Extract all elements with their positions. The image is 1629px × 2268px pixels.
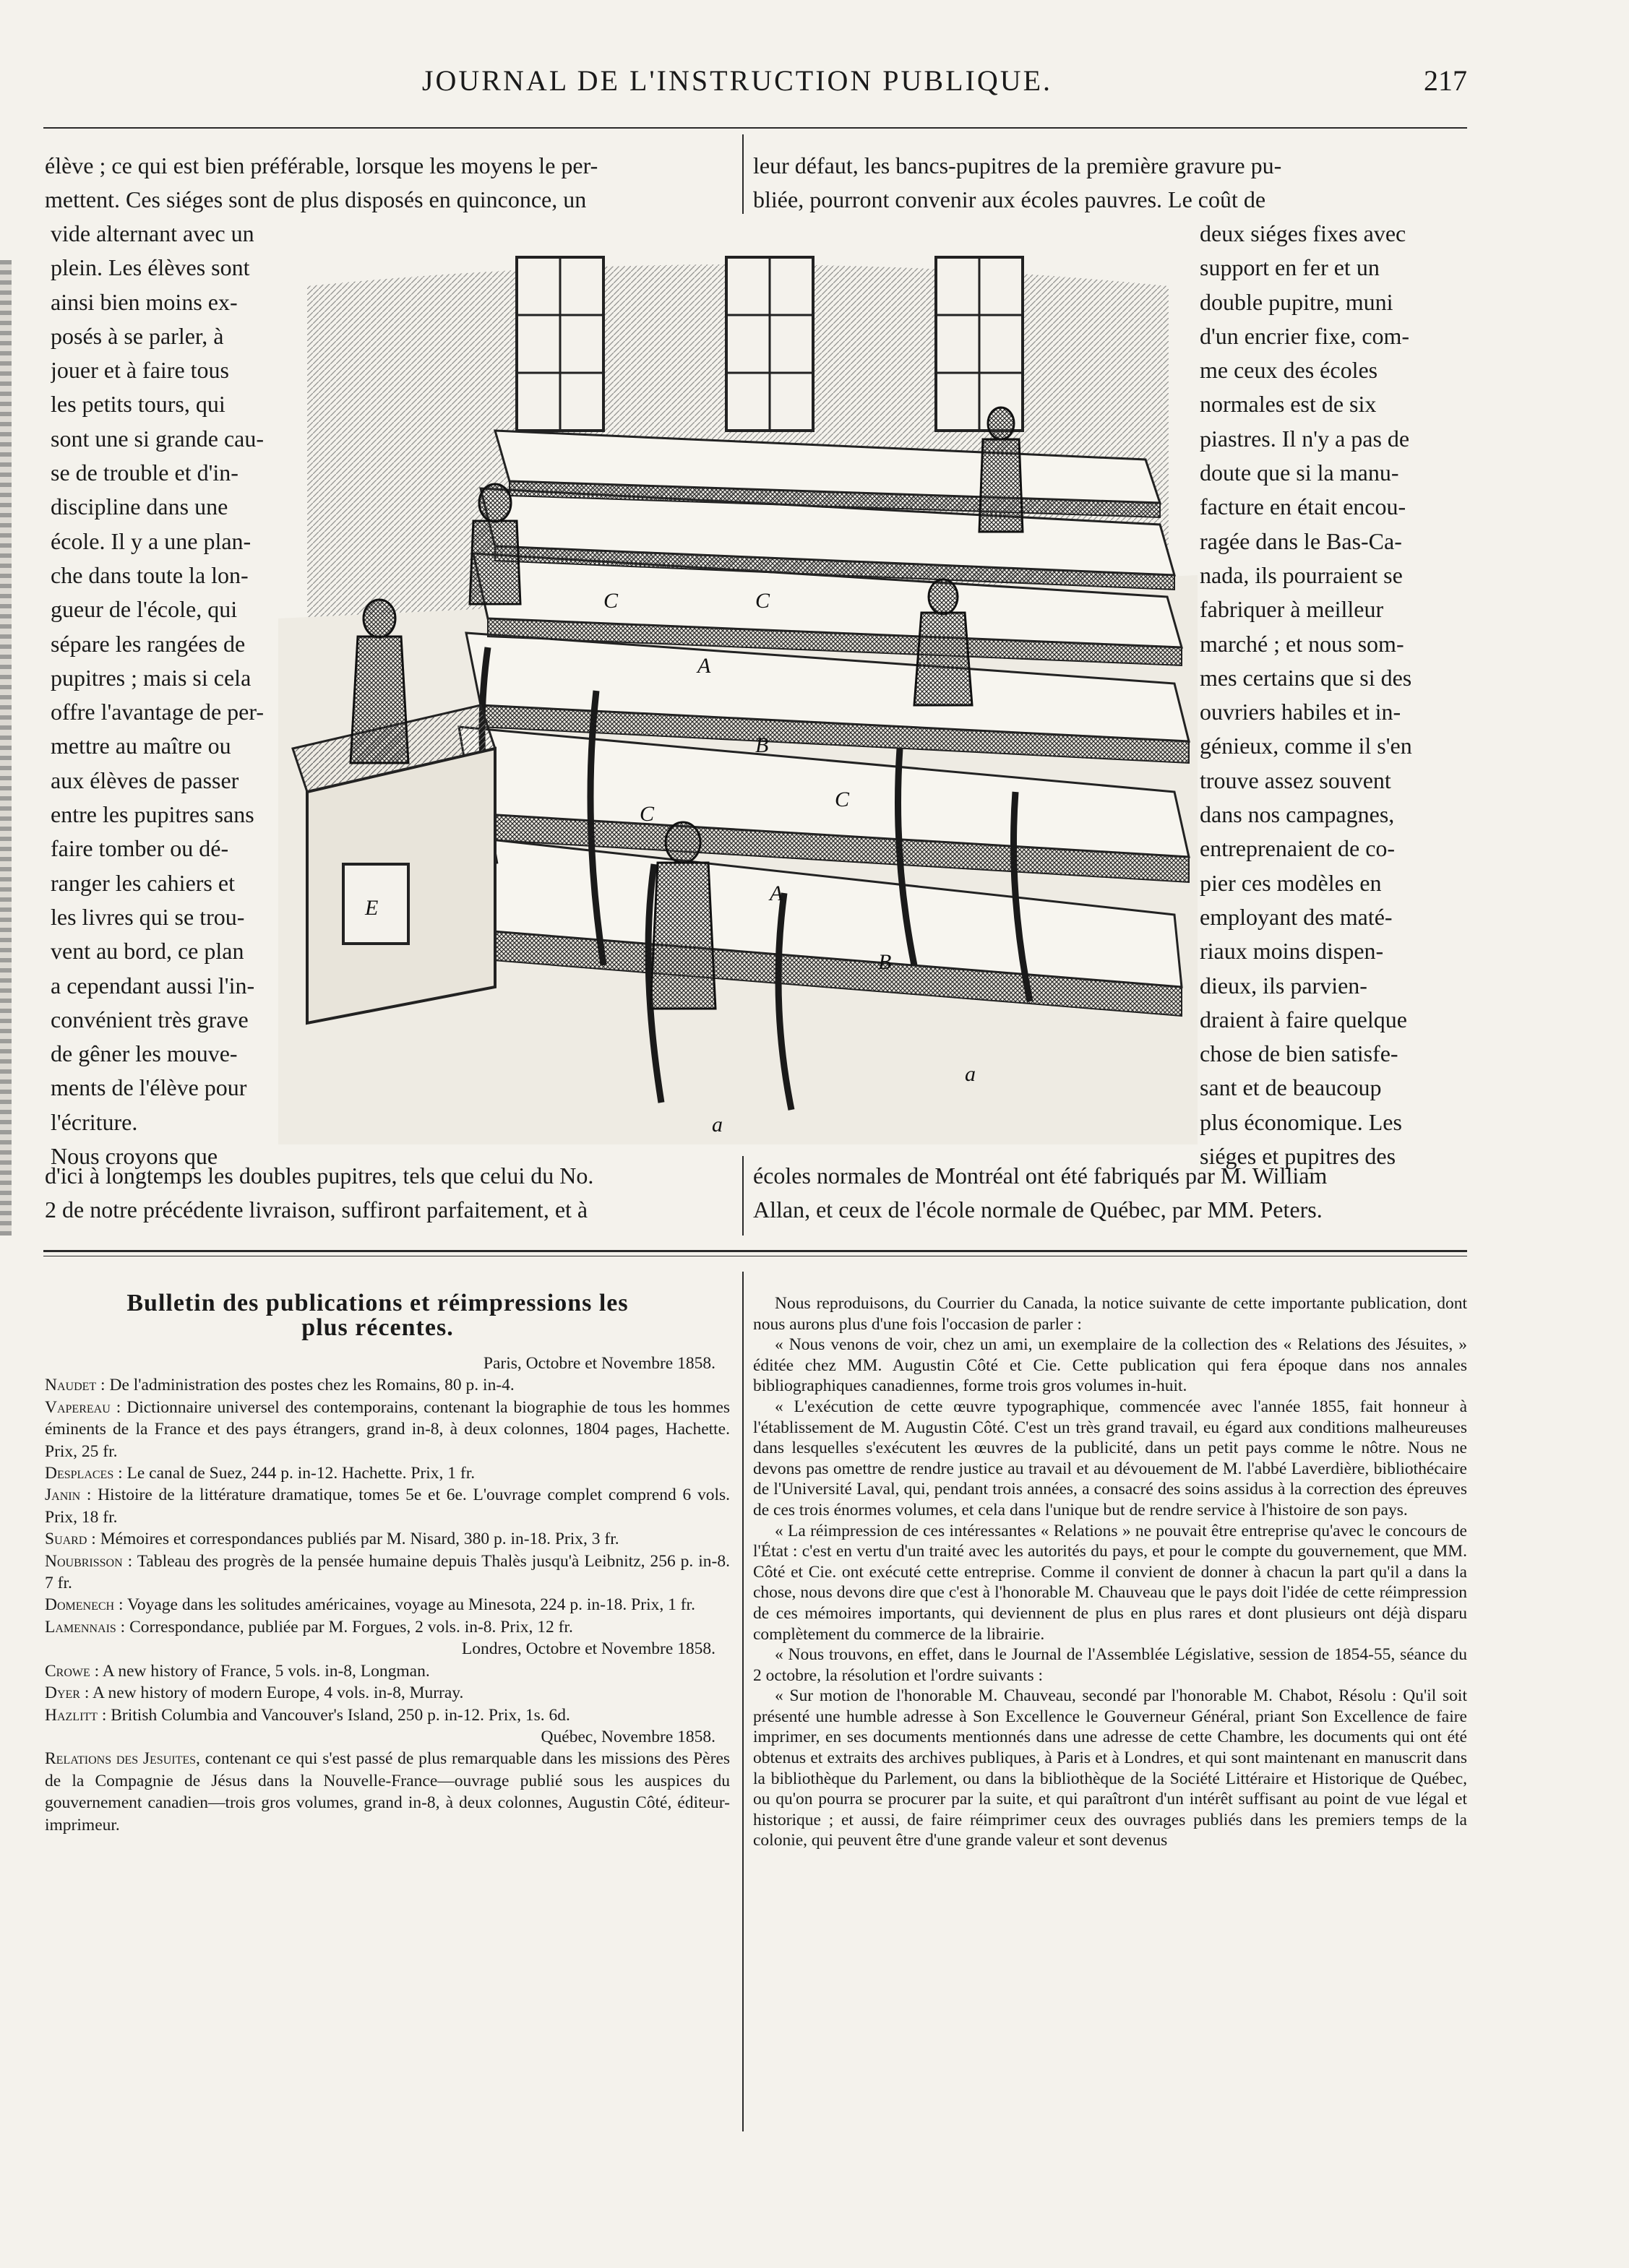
desk-label-c: C [755, 589, 770, 613]
bulletin-entry [45, 1397, 730, 1462]
desk-label-c: C [835, 788, 850, 811]
article-line: sont une si grande cau- [51, 425, 265, 452]
article-line: siéges et pupitres des [1200, 1143, 1396, 1170]
article-line: support en fer et un [1200, 254, 1380, 281]
article-line: se de trouble et d'in- [51, 460, 238, 486]
bulletin-entry [45, 1462, 730, 1484]
article-line: chose de bien satisfe- [1200, 1040, 1398, 1067]
desk-label-b: B [755, 733, 769, 757]
article-line: mettre au maître ou [51, 733, 231, 759]
bulletin-entry [45, 1551, 730, 1595]
article-line: plein. Les élèves sont [51, 254, 250, 281]
article-line: entreprenaient de co- [1200, 835, 1396, 862]
article-line: entre les pupitres sans [51, 801, 254, 828]
article-line: école. Il y a une plan- [51, 527, 252, 554]
entry-author: Lamennais : [45, 1617, 126, 1637]
entry-text: Voyage dans les solitudes américaines, voyage au Minesota, 224 p. in-18. Prix, 1 fr. [126, 1595, 695, 1615]
entry-author: Hazlitt : [45, 1705, 107, 1725]
article-line: ouvriers habiles et in- [1200, 699, 1401, 725]
entry-author: Crowe : [45, 1661, 100, 1681]
article-bottom-left [45, 1159, 730, 1228]
bulletin-title [40, 1291, 715, 1340]
article-line: bliée, pourront convenir aux écoles pauvres. Le coût de [753, 186, 1266, 213]
article-line: Allan, et ceux de l'école normale de Québec, par MM. Peters. [753, 1196, 1323, 1223]
article-line: ainsi bien moins ex- [51, 288, 238, 315]
column-rule-top [742, 134, 744, 214]
entry-text: Correspondance, publiée par M. Forgues, 2 vols. in-8. Prix, 12 fr. [129, 1617, 573, 1637]
article-line: marché ; et nous som- [1200, 630, 1404, 657]
article-line: ragée dans le Bas-Ca- [1200, 527, 1402, 554]
article-line: che dans toute la lon- [51, 561, 249, 588]
entry-author: Desplaces : [45, 1464, 123, 1483]
article-line: trouve assez souvent [1200, 767, 1391, 793]
article-line: vide alternant avec un [51, 220, 254, 246]
dateline: Québec, Novembre 1858. [541, 1727, 715, 1746]
notice-paragraph: « L'exécution de cette œuvre typographique, commencée avec l'année 1855, fait honneur à l'établissement de M. Augustin Côté. C'est un très grand travail, eu égard aux conditions malheureuses dans lesquelles s'exécutent les œuvres de la publicité, dans un petit pays comme le nôtre. Nous ne devons pas omettre de rendre justice au travail et au dévouement de M. l'abbé Laverdière, bibliothécaire de l'Université Laval, qui, pendant trois années, a consacré des soins assidus à la correction des épreuves de ces trois énormes volumes, et cela dans l'unique but de rendre service à l'histoire de son pays. [753, 1397, 1467, 1519]
classroom-engraving [278, 243, 1198, 1144]
dateline: Paris, Octobre et Novembre 1858. [483, 1354, 715, 1373]
desk-label-a-small: a [712, 1113, 723, 1137]
desk-label-c: C [640, 802, 655, 826]
desk-label-b: B [878, 950, 892, 974]
article-line: les livres qui se trou- [51, 903, 245, 930]
entry-author: Suard : [45, 1530, 96, 1549]
article-line: pier ces modèles en [1200, 869, 1382, 896]
article-line: plus économique. Les [1200, 1108, 1402, 1135]
bulletin-entry [45, 1660, 730, 1682]
article-line: sépare les rangées de [51, 630, 246, 657]
article-line: l'écriture. [51, 1108, 138, 1135]
article-column-left [51, 217, 275, 1173]
article-line: leur défaut, les bancs-pupitres de la première gravure pu- [753, 152, 1282, 178]
entry-author: Vapereau : [45, 1397, 121, 1417]
column-rule-bottom-article [742, 1156, 744, 1236]
bulletin-entry [45, 1484, 730, 1528]
desk-label-a: A [697, 654, 711, 678]
article-top-left [45, 149, 730, 217]
article-line: génieux, comme il s'en [1200, 733, 1412, 759]
article-line: mes certains que si des [1200, 664, 1412, 691]
bulletin-entry [45, 1528, 730, 1550]
entry-text: Mémoires et correspondances publiés par M. Nisard, 380 p. in-18. Prix, 3 fr. [100, 1530, 619, 1549]
desk-label-c: C [603, 589, 619, 613]
article-line: fabriquer à meilleur [1200, 596, 1384, 623]
bulletin-entry [45, 1748, 730, 1836]
notice-column [753, 1293, 1467, 1851]
entry-text: contenant ce qui s'est passé de plus remarquable dans les missions des Pères de la Compagnie de Jésus dans la Nouvelle-France—ouvrage publié sous les auspices du gouvernement canadien—trois gros volumes, grand in-8, à deux colonnes, Augustin Côté, éditeur-imprimeur. [45, 1749, 731, 1834]
article-line: les petits tours, qui [51, 391, 225, 418]
article-line: élève ; ce qui est bien préférable, lorsque les moyens le per- [45, 152, 598, 178]
article-line: aux élèves de passer [51, 767, 239, 793]
entry-author: Domenech : [45, 1595, 124, 1615]
entry-text: British Columbia and Vancouver's Island, 250 p. in-12. Prix, 1s. 6d. [111, 1705, 570, 1725]
article-column-right [1200, 217, 1467, 1173]
article-bottom-right [753, 1159, 1467, 1228]
article-line: mettent. Ces siéges sont de plus disposés en quinconce, un [45, 186, 587, 213]
article-line: draient à faire quelque [1200, 1006, 1407, 1032]
entry-author: Janin : [45, 1486, 92, 1505]
entry-author: Dyer : [45, 1683, 90, 1703]
bulletin-title-line: plus récentes. [301, 1314, 454, 1341]
notice-paragraph: « Nous venons de voir, chez un ami, un exemplaire de la collection des « Relations des Jésuites, » éditée chez MM. Augustin Côté et Cie. Cette publication qui fera époque dans nos annales bibliographiques canadiennes, forme trois gros volumes in-huit. [753, 1335, 1467, 1396]
article-line: ments de l'élève pour [51, 1074, 247, 1101]
entry-text: De l'administration des postes chez les Romains, 80 p. in-4. [109, 1376, 515, 1395]
article-line: me ceux des écoles [1200, 357, 1378, 384]
notice-paragraph: Nous reproduisons, du Courrier du Canada, la notice suivante de cette importante publication, dont nous aurons plus d'une fois l'occasion de parler : [753, 1294, 1467, 1334]
article-line: sant et de beaucoup [1200, 1074, 1382, 1101]
desk-label-a-small: a [965, 1062, 976, 1086]
article-line: faire tomber ou dé- [51, 835, 229, 862]
notice-paragraph: « Sur motion de l'honorable M. Chauveau, secondé par l'honorable M. Chabot, Résolu : Qu'il soit présenté une humble adresse à Son Excellence le Gouverneur Général, priant Son Excellence de faire imprimer, en ses documents mentionnés dans une adresse de cette Chambre, les documents qui ont été obtenus et extraits des archives publiques, à Paris et à Londres, et qui sont maintenant en manuscrit dans la bibliothèque du Parlement, ou dans la bibliothèque de la Société Littéraire et Historique de Québec, ou qu'on pourra se procurer par la suite, et qui paraîtront d'un intérêt suffisant au point de vue légal et historique ; et aussi, de faire réimprimer ceux des ouvrages publiés dans les premiers temps de la colonie, qui peuvent être d'une grande valeur et sont devenus [753, 1686, 1467, 1850]
article-line: doute que si la manu- [1200, 460, 1399, 486]
desk-label-e: E [365, 896, 379, 920]
bulletin-entry [45, 1682, 730, 1704]
article-line: convénient très grave [51, 1006, 249, 1032]
article-line: riaux moins dispen- [1200, 938, 1384, 965]
scan-edge [0, 260, 12, 1236]
article-line: normales est de six [1200, 391, 1377, 418]
article-line: discipline dans une [51, 493, 228, 520]
article-line: piastres. Il n'y a pas de [1200, 425, 1410, 452]
entry-text: Dictionnaire universel des contemporains, contenant la biographie de tous les hommes éminents de la France et des pays étrangers, grand in-8, à deux colonnes, 1804 pages, Hachette. Prix, 25 fr. [45, 1397, 731, 1461]
article-line: facture en était encou- [1200, 493, 1406, 520]
header-rule [43, 127, 1467, 129]
bulletin-entry [45, 1374, 730, 1396]
article-line: ranger les cahiers et [51, 869, 235, 896]
page-number: 217 [1424, 64, 1467, 97]
article-line: posés à se parler, à [51, 322, 224, 349]
article-line: dans nos campagnes, [1200, 801, 1395, 828]
bulletin-entry [45, 1616, 730, 1638]
article-line: d'un encrier fixe, com- [1200, 322, 1410, 349]
page-header [0, 64, 1629, 107]
running-title: JOURNAL DE L'INSTRUCTION PUBLIQUE. [421, 64, 1053, 97]
entry-text: Le canal de Suez, 244 p. in-12. Hachette. Prix, 1 fr. [126, 1464, 476, 1483]
section-rule [43, 1250, 1467, 1252]
article-line: dieux, ils parvien- [1200, 972, 1367, 999]
bulletin-list [45, 1353, 730, 1836]
article-line: vent au bord, ce plan [51, 938, 244, 965]
article-line: d'ici à longtemps les doubles pupitres, tels que celui du No. [45, 1163, 594, 1189]
article-line: de gêner les mouve- [51, 1040, 238, 1067]
article-line: offre l'avantage de per- [51, 699, 265, 725]
article-line: écoles normales de Montréal ont été fabriqués par M. William [753, 1163, 1328, 1189]
entry-text: A new history of France, 5 vols. in-8, Longman. [102, 1661, 430, 1681]
column-rule-lower [742, 1272, 744, 2131]
article-line: 2 de notre précédente livraison, suffiront parfaitement, et à [45, 1196, 588, 1223]
entry-author: Naudet : [45, 1376, 106, 1395]
article-line: a cependant aussi l'in- [51, 972, 255, 999]
article-top-right [753, 149, 1467, 217]
article-line: gueur de l'école, qui [51, 596, 238, 623]
notice-paragraph: « La réimpression de ces intéressantes « Relations » ne pouvait être entreprise qu'avec le concours de l'État : c'est en vertu d'un traité avec les autorités du pays, et pour le compte du gouvernement, que MM. Côté et Cie. ont exécuté cette entreprise. Comme il convient de donner à chacun la part qu'il a dans la chose, nous devons dire que c'est à l'honorable M. Chauveau que le pays doit l'idée de cette réimpression de ces mémoires importants, qui deviennent de plus en plus rares et dont plusieurs ont déjà disparu complètement du commerce de la librairie. [753, 1521, 1467, 1644]
entry-text: Histoire de la littérature dramatique, tomes 5e et 6e. L'ouvrage complet comprend 6 vols. Prix, 18 fr. [45, 1486, 730, 1527]
bulletin-entry [45, 1704, 730, 1726]
article-line: deux siéges fixes avec [1200, 220, 1406, 246]
article-line: pupitres ; mais si cela [51, 664, 252, 691]
article-line: Nous croyons que [51, 1143, 218, 1170]
article-line: nada, ils pourraient se [1200, 561, 1403, 588]
bulletin-title-line: Bulletin des publications et réimpressions les [126, 1290, 629, 1316]
notice-paragraph: « Nous trouvons, en effet, dans le Journal de l'Assemblée Législative, session de 1854-55, séance du 2 octobre, la résolution et l'ordre suivants : [753, 1645, 1467, 1685]
desk-label-a: A [770, 881, 783, 905]
entry-author: Noubrisson : [45, 1551, 133, 1571]
article-line: jouer et à faire tous [51, 357, 229, 384]
entry-text: Tableau des progrès de la pensée humaine depuis Thalès jusqu'à Leibnitz, 256 p. in-8. 7 fr. [45, 1551, 731, 1593]
bulletin-entry [45, 1594, 730, 1616]
article-line: double pupitre, muni [1200, 288, 1393, 315]
entry-author: Relations des Jesuites, [45, 1749, 200, 1769]
entry-text: A new history of modern Europe, 4 vols. in-8, Murray. [92, 1683, 464, 1703]
article-line: employant des maté- [1200, 903, 1393, 930]
dateline: Londres, Octobre et Novembre 1858. [461, 1639, 715, 1659]
